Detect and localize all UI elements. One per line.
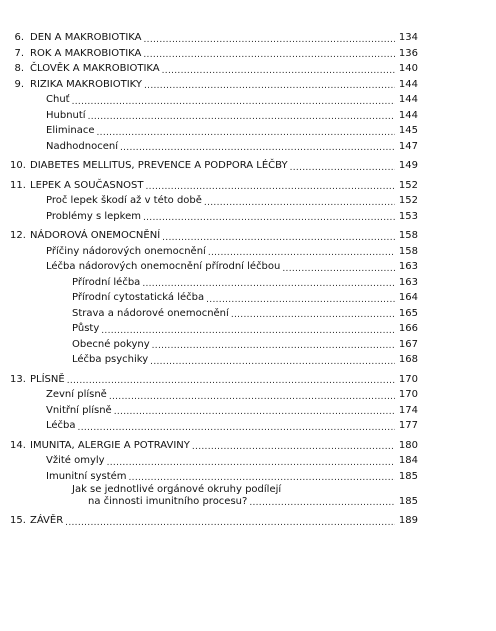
toc-entry-page: 177	[396, 418, 418, 434]
dot-leader	[142, 279, 395, 290]
toc-entry-title: Vžité omyly	[46, 453, 106, 469]
dot-leader	[162, 66, 395, 77]
toc-entry-page: 184	[396, 453, 418, 469]
toc-entry[interactable]	[0, 92, 496, 108]
toc-entry-title: Chuť	[46, 92, 71, 108]
dot-leader	[88, 112, 395, 123]
toc-entry-page: 158	[396, 244, 418, 260]
toc-entry[interactable]	[0, 306, 496, 322]
toc-entry-page: 153	[396, 209, 418, 225]
toc-entry[interactable]	[0, 108, 496, 124]
toc-entry-title: DIABETES MELLITUS, PREVENCE A PODPORA LÉČBY	[30, 158, 289, 174]
dot-leader	[120, 143, 395, 154]
toc-chapter-number: 8.	[14, 63, 24, 74]
table-of-contents	[0, 30, 496, 529]
toc-entry-title: Eliminace	[46, 123, 96, 139]
dot-leader	[101, 326, 395, 337]
toc-entry-title: Jak se jednotlivé orgánové okruhy podílejí	[72, 484, 282, 495]
toc-entry-title: ROK A MAKROBIOTIKA	[30, 46, 142, 62]
dot-leader	[282, 264, 395, 275]
toc-entry-title: Obecné pokyny	[72, 337, 151, 353]
toc-entry-page: 144	[396, 108, 418, 124]
toc-entry-page: 136	[396, 46, 418, 62]
toc-entry-title: NÁDOROVÁ ONEMOCNĚNÍ	[30, 228, 161, 244]
toc-chapter-number: 11.	[10, 179, 26, 191]
toc-entry-title: ZÁVĚR	[30, 513, 64, 529]
toc-chapter-number: 13.	[10, 373, 26, 385]
dot-leader	[97, 128, 395, 139]
toc-entry-page: 174	[396, 403, 418, 419]
toc-entry-title: Proč lepek škodí až v této době	[46, 193, 203, 209]
toc-entry-title: IMUNITA, ALERGIE A POTRAVINY	[30, 438, 191, 454]
toc-chapter[interactable]	[0, 513, 496, 529]
toc-entry-page: 144	[396, 92, 418, 108]
toc-entry[interactable]	[0, 453, 496, 469]
toc-entry-title: Přírodní cytostatická léčba	[72, 290, 205, 306]
toc-chapter-number: 12.	[10, 230, 26, 241]
toc-entry[interactable]	[0, 352, 496, 368]
toc-entry[interactable]	[0, 337, 496, 353]
toc-entry-page: 145	[396, 123, 418, 139]
dot-leader	[150, 357, 395, 368]
toc-entry-page: 147	[396, 139, 418, 155]
toc-entry-title: PLÍSNĚ	[30, 372, 66, 388]
dot-leader	[143, 213, 395, 224]
toc-entry-title: Vnitřní plísně	[46, 403, 113, 419]
toc-entry-title: Hubnutí	[46, 108, 87, 124]
toc-entry-title: RIZIKA MAKROBIOTIKY	[30, 77, 143, 93]
toc-entry[interactable]	[0, 496, 496, 509]
toc-entry-page: 140	[396, 61, 418, 77]
dot-leader	[146, 182, 395, 193]
dot-leader	[144, 81, 395, 92]
toc-entry-page: 158	[396, 228, 418, 244]
toc-entry[interactable]	[0, 209, 496, 225]
toc-entry-title: Léčba nádorových onemocnění přírodní léčbou	[46, 259, 281, 275]
dot-leader	[72, 97, 395, 108]
toc-entry-title: Léčba psychiky	[72, 352, 149, 368]
dot-leader	[109, 392, 395, 403]
dot-leader	[78, 423, 395, 434]
toc-entry-title: Problémy s lepkem	[46, 209, 142, 225]
toc-entry-page: 149	[396, 158, 418, 174]
toc-entry-title: Strava a nádorové onemocnění	[72, 306, 230, 322]
toc-chapter[interactable]	[0, 228, 496, 244]
toc-entry-page: 170	[396, 387, 418, 403]
toc-entry[interactable]	[0, 259, 496, 275]
toc-entry-page: 185	[396, 496, 418, 508]
dot-leader	[206, 295, 395, 306]
toc-entry-page: 134	[396, 30, 418, 46]
toc-entry-page: 166	[396, 321, 418, 337]
toc-chapter-number: 15.	[10, 515, 26, 526]
dot-leader	[192, 442, 395, 453]
toc-entry-title: Zevní plísně	[46, 387, 108, 403]
dot-leader	[249, 498, 395, 509]
toc-entry-page: 189	[396, 513, 418, 529]
toc-chapter-number: 9.	[14, 78, 24, 90]
toc-entry-title-continued: na činnosti imunitního procesu?	[88, 496, 248, 507]
toc-chapter[interactable]	[0, 61, 496, 77]
toc-entry[interactable]	[0, 139, 496, 155]
toc-chapter-number: 14.	[10, 439, 26, 451]
toc-chapter-number: 10.	[10, 160, 26, 171]
toc-entry-title: Imunitní systém	[46, 469, 128, 485]
dot-leader	[162, 233, 395, 244]
dot-leader	[231, 310, 395, 321]
dot-leader	[129, 473, 395, 484]
toc-chapter[interactable]	[0, 158, 496, 174]
toc-entry-title: DEN A MAKROBIOTIKA	[30, 30, 143, 46]
toc-entry-page: 165	[396, 306, 418, 322]
toc-entry-line	[0, 484, 496, 496]
dot-leader	[67, 376, 395, 387]
toc-entry-title: Příčiny nádorových onemocnění	[46, 244, 207, 260]
toc-entry-title: Půsty	[72, 321, 100, 337]
toc-entry[interactable]	[0, 244, 496, 260]
toc-entry[interactable]	[0, 123, 496, 139]
toc-entry[interactable]	[0, 275, 496, 291]
toc-entry-page: 180	[396, 438, 418, 454]
dot-leader	[204, 198, 395, 209]
toc-chapter[interactable]	[0, 178, 496, 194]
toc-entry[interactable]	[0, 469, 496, 485]
toc-entry-page: 144	[396, 77, 418, 93]
toc-entry-page: 167	[396, 337, 418, 353]
toc-entry-title: LEPEK A SOUČASNOST	[30, 178, 145, 194]
toc-entry-page: 168	[396, 352, 418, 368]
toc-chapter[interactable]	[0, 372, 496, 388]
toc-entry-title: Léčba	[46, 418, 77, 434]
toc-entry-page: 164	[396, 290, 418, 306]
toc-entry[interactable]	[0, 387, 496, 403]
toc-entry-page: 152	[396, 193, 418, 209]
dot-leader	[107, 458, 395, 469]
dot-leader	[144, 35, 395, 46]
dot-leader	[290, 163, 395, 174]
toc-entry[interactable]	[0, 193, 496, 209]
toc-entry-title: ČLOVĚK A MAKROBIOTIKA	[30, 61, 161, 77]
dot-leader	[152, 341, 395, 352]
toc-entry[interactable]	[0, 290, 496, 306]
toc-chapter-number: 6.	[14, 32, 24, 43]
toc-chapter[interactable]	[0, 438, 496, 454]
toc-chapter[interactable]	[0, 30, 496, 46]
toc-entry-page: 170	[396, 372, 418, 388]
toc-entry[interactable]	[0, 403, 496, 419]
toc-chapter[interactable]	[0, 46, 496, 62]
toc-entry[interactable]	[0, 321, 496, 337]
dot-leader	[143, 50, 395, 61]
toc-chapter[interactable]	[0, 77, 496, 93]
toc-entry[interactable]	[0, 418, 496, 434]
toc-entry-title: Nadhodnocení	[46, 139, 119, 155]
toc-entry-page: 185	[396, 469, 418, 485]
toc-entry-page: 163	[396, 275, 418, 291]
dot-leader	[65, 518, 395, 529]
toc-entry-page: 152	[396, 178, 418, 194]
toc-entry-page: 163	[396, 259, 418, 275]
toc-entry-title: Přírodní léčba	[72, 275, 141, 291]
dot-leader	[208, 248, 395, 259]
toc-chapter-number: 7.	[14, 47, 24, 59]
dot-leader	[114, 407, 395, 418]
